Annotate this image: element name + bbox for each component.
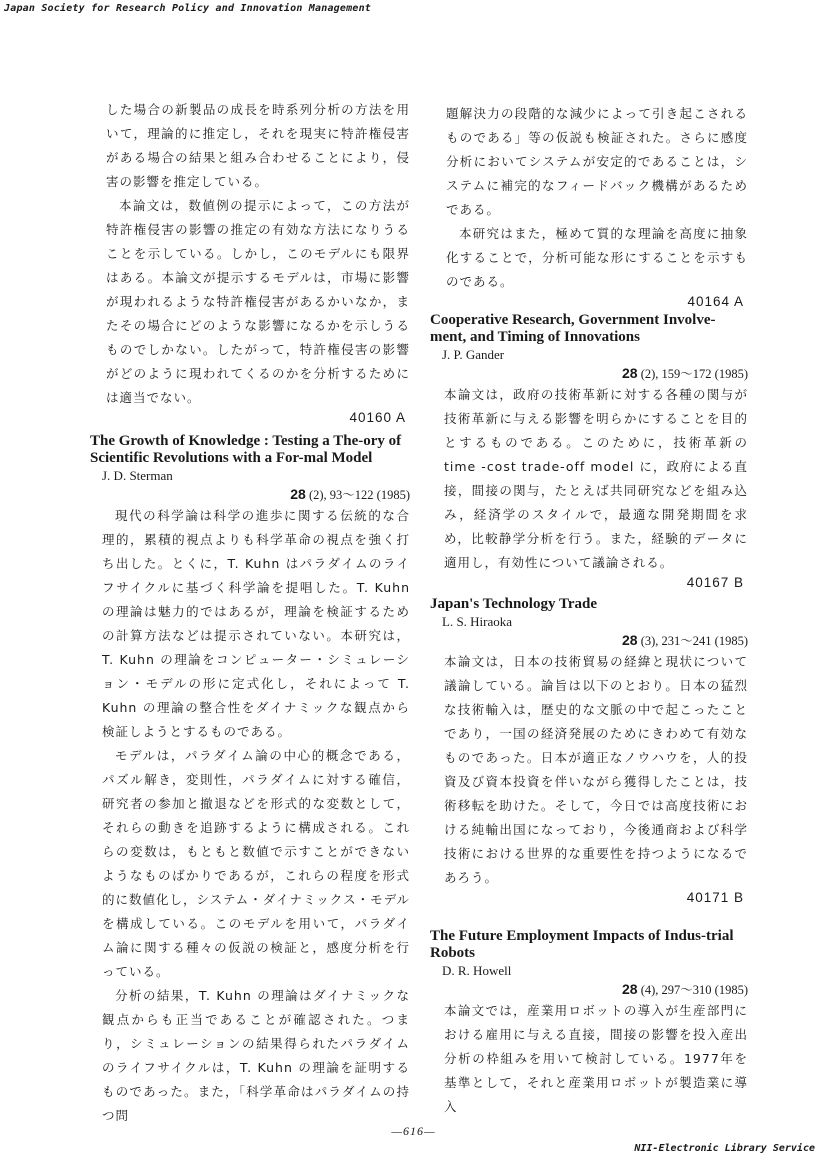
article-author: L. S. Hiraoka bbox=[442, 614, 513, 629]
article-citation bbox=[90, 484, 410, 504]
article-howell bbox=[430, 928, 748, 1119]
article-title: The Growth of Knowledge : Testing a The-ory of Scientific Revolutions with a For-mal Model bbox=[90, 433, 402, 466]
abstract-paragraph: 分析の結果，T. Kuhn の理論はダイナミックな観点からも正当であることが確認された。つまり，シミュレーションの結果得られたパラダイムのライフサイクルは，T. Kuhn の理論を証明するものであった。また，「科学革命はパラダイムの持つ問 bbox=[102, 988, 410, 1123]
article-abstract bbox=[430, 999, 748, 1119]
article-abstract bbox=[430, 650, 748, 905]
classification-code: 40160 A bbox=[349, 410, 406, 425]
article-sterman bbox=[90, 433, 410, 1128]
abstract-paragraph: 本論文では，産業用ロボットの導入が生産部門における雇用に与える直接，間接の影響を投入産出分析の枠組みを用いて検討している。1977年を基準として，それと産業用ロボットが製造業に導入 bbox=[444, 1003, 748, 1114]
society-header: Japan Society for Research Policy and Innovation Management bbox=[4, 3, 372, 14]
article-author: J. P. Gander bbox=[442, 347, 505, 362]
volume-number: 28 bbox=[622, 365, 638, 381]
classification-code: 40171 B bbox=[686, 890, 744, 905]
article-citation bbox=[430, 979, 748, 999]
library-service-footer: NII-Electronic Library Service bbox=[634, 1143, 815, 1154]
page-number: —616— bbox=[391, 1124, 436, 1138]
abstract-paragraph: モデルは，パラダイム論の中心的概念である，パズル解き，変則性，パラダイムに対する確信，研究者の参加と撤退などを形式的な変数として，それらの動きを追跡するように構成される。これらの変数は，もともと数値で示すことができないようなものばかりであるが，これらの程度を形式的に数値化し，システム・ダイナミックス・モデルを構成している。このモデルを用いて，パラダイム論に関する種々の仮説の検証と，感度分析を行っている。 bbox=[102, 748, 411, 979]
abstract-paragraph: 本研究はまた，極めて質的な理論を高度に抽象化することで，分析可能な形にすることを示すものである。 bbox=[446, 226, 748, 289]
article-title: The Future Employment Impacts of Indus-trial Robots bbox=[430, 928, 734, 961]
volume-number: 28 bbox=[622, 981, 638, 997]
article-title: Japan's Technology Trade bbox=[430, 596, 597, 612]
classification-code: 40164 A bbox=[687, 294, 744, 309]
article-citation bbox=[430, 363, 748, 383]
article-abstract bbox=[430, 383, 748, 590]
volume-number: 28 bbox=[622, 632, 638, 648]
issue-pages: (2), 93～122 (1985) bbox=[308, 488, 410, 502]
article-gander bbox=[430, 312, 748, 590]
abstract-paragraph: 本論文は，日本の技術貿易の経緯と現状について議論している。論旨は以下のとおり。日本の猛烈な技術輸入は，歴史的な文脈の中で起こったことであり，一国の経済発展のためにきわめて有効なものであった。日本が適正なノウハウを，人的投資及び資本投資を伴いながら獲得したことは，技術移転を助けた。そして，今日では高度技術における純輸出国になっており，今後通商および科学技術における世界的な重要性を持つようになるであろう。 bbox=[444, 654, 748, 885]
article-hiraoka bbox=[430, 596, 748, 905]
classification-code: 40167 B bbox=[686, 575, 744, 590]
issue-pages: (4), 297～310 (1985) bbox=[640, 983, 748, 997]
abstract-paragraph: した場合の新製品の成長を時系列分析の方法を用いて，理論的に推定し，それを現実に特許権侵害がある場合の結果と組み合わせることにより，侵害の影響を推定している。 bbox=[106, 102, 410, 189]
issue-pages: (2), 159～172 (1985) bbox=[640, 367, 748, 381]
article-abstract bbox=[90, 504, 410, 1128]
abstract-paragraph: 現代の科学論は科学の進歩に関する伝統的な合理的，累積的視点よりも科学革命の視点を強く打ち出した。とくに，T. Kuhn はパラダイムのライフサイクルに基づく科学論を提唱した。T. Kuhn の理論は魅力的ではあるが，理論を検証するための計算方法などは提示されていない。本研究は，T. Kuhn の理論をコンピューター・シミュレーション・モデルの形に定式化し，それによって T. Kuhn の理論の整合性をダイナミックな観点から検証しようとするものである。 bbox=[102, 508, 410, 739]
abstract-paragraph: 本論文は，数値例の提示によって，この方法が特許権侵害の影響の推定の有効な方法になりうることを示している。しかし，このモデルにも限界はある。本論文が提示するモデルは，市場に影響が現われるような特許権侵害があるかいなか，またその場合にどのような影響になるかを示しうるものでしかない。したがって，特許権侵害の影響がどのように現われてくるのかを分析するためには適当でない。 bbox=[106, 198, 410, 405]
volume-number: 28 bbox=[290, 486, 306, 502]
article-citation bbox=[430, 630, 748, 650]
abstract-paragraph: 題解決力の段階的な減少によって引き起こされるものである」等の仮説も検証された。さらに感度分析においてシステムが安定的であることは，システムに補完的なフィードバック機構があるためである。 bbox=[446, 106, 748, 217]
article-author: D. R. Howell bbox=[442, 963, 512, 978]
article-title: Cooperative Research, Government Involve-ment, and Timing of Innovations bbox=[430, 312, 716, 345]
article-author: J. D. Sterman bbox=[102, 468, 173, 483]
abstract-paragraph: 本論文は，政府の技術革新に対する各種の関与が技術革新に与える影響を明らかにすることを目的とするものである。このために，技術革新の time -cost trade-off model に，政府による直接，間接の関与，たとえば共同研究などを組み込み，経済学のスタイルで，最適な開発期間を求め，比較静学分析を行う。また，経験的データに適用し，有効性について議論される。 bbox=[444, 387, 748, 570]
left-continuation bbox=[106, 98, 410, 425]
issue-pages: (3), 231～241 (1985) bbox=[640, 634, 748, 648]
right-continuation bbox=[446, 102, 748, 309]
